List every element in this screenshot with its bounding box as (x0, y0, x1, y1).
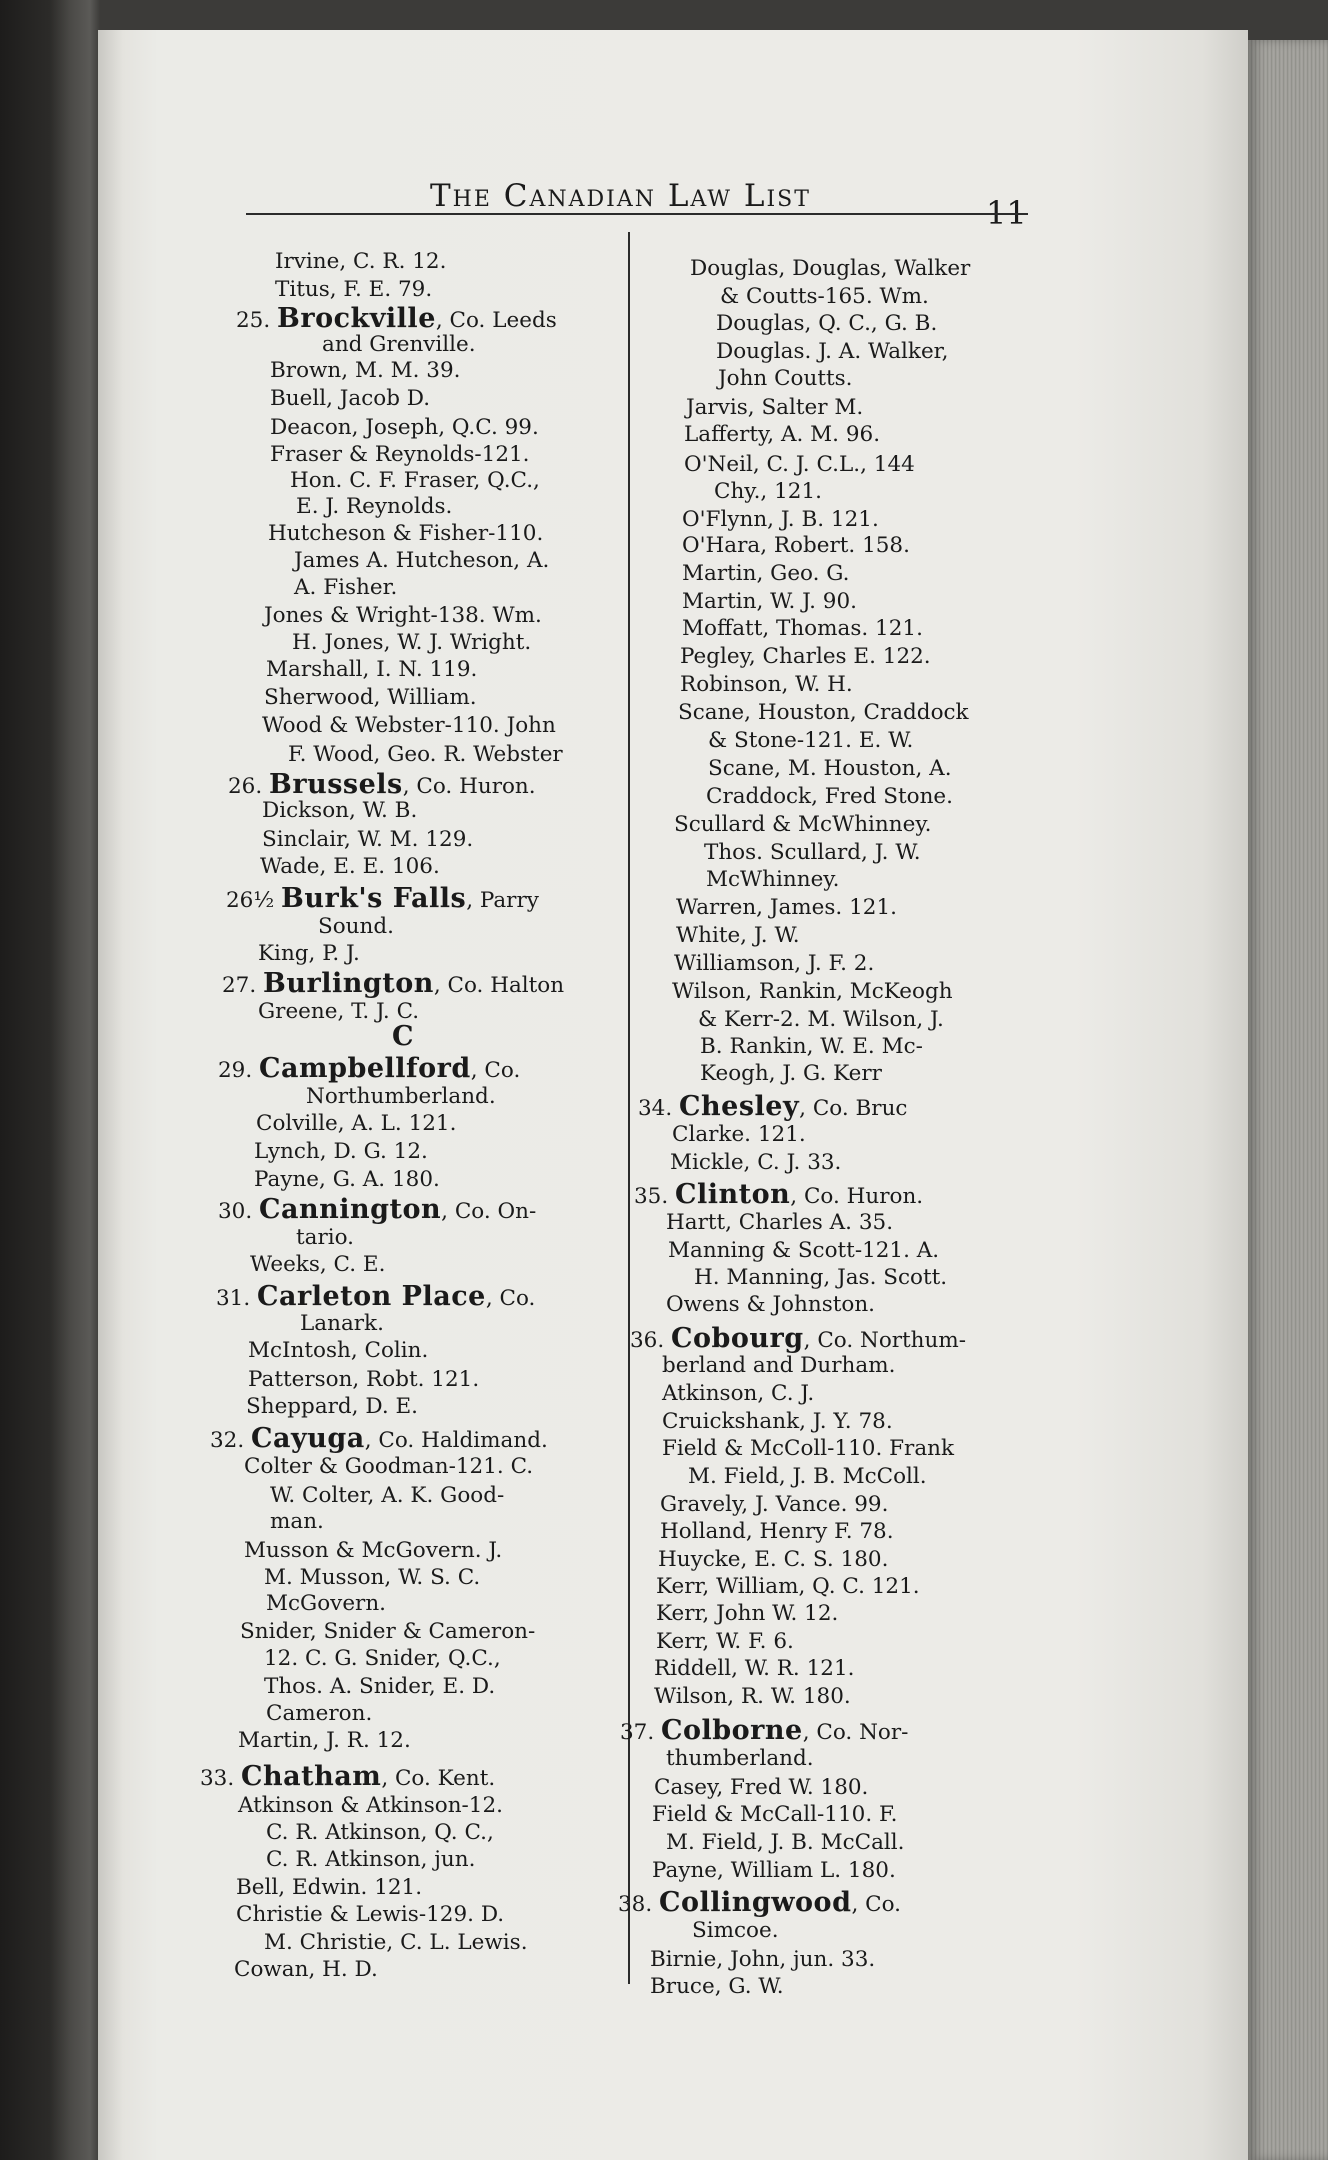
town-name: Burlington (263, 968, 434, 999)
entry-line: Lynch, D. G. 12. (254, 1139, 428, 1164)
entry-line: Colville, A. L. 121. (256, 1111, 457, 1136)
entry-line: C. R. Atkinson, Q. C., (266, 1820, 494, 1845)
entry-line: Northumberland. (306, 1084, 496, 1109)
entry-line: Weeks, C. E. (250, 1252, 386, 1277)
entry-line: berland and Durham. (662, 1353, 896, 1378)
entry-line: B. Rankin, W. E. Mc- (700, 1034, 923, 1059)
entry-line: McIntosh, Colin. (248, 1338, 429, 1363)
entry-line: Christie & Lewis-129. D. (236, 1902, 505, 1927)
entry-line: 26. Brussels, Co. Huron. (228, 769, 536, 800)
entry-line: 37. Colborne, Co. Nor- (620, 1715, 909, 1746)
entry-line: 26½ Burk's Falls, Parry (226, 883, 539, 914)
entry-line: 36. Cobourg, Co. Northum- (630, 1323, 967, 1354)
entry-line: White, J. W. (676, 923, 800, 948)
entry-line: Scullard & McWhinney. (674, 812, 932, 837)
entry-line: F. Wood, Geo. R. Webster (288, 742, 563, 767)
entry-line: 35. Clinton, Co. Huron. (634, 1179, 924, 1210)
entry-line: Riddell, W. R. 121. (654, 1656, 855, 1681)
town-name: Brussels (269, 769, 403, 800)
town-name: Chesley (679, 1091, 800, 1122)
entry-line: Greene, T. J. C. (258, 999, 420, 1024)
entry-line: Williamson, J. F. 2. (674, 951, 875, 976)
entry-line: 12. C. G. Snider, Q.C., (264, 1646, 501, 1671)
entry-line: Birnie, John, jun. 33. (650, 1947, 876, 1972)
entry-line: Gravely, J. Vance. 99. (660, 1492, 889, 1517)
entry-line: E. J. Reynolds. (296, 494, 453, 519)
entry-line: 29. Campbellford, Co. (218, 1053, 521, 1084)
entry-line: M. Field, J. B. McColl. (688, 1464, 927, 1489)
entry-line: Atkinson & Atkinson-12. (238, 1793, 503, 1818)
entry-line: Brown, M. M. 39. (270, 358, 461, 383)
town-name: Chatham (241, 1761, 382, 1792)
entry-line: Field & McCall-110. F. (652, 1802, 898, 1827)
entry-line: H. Manning, Jas. Scott. (694, 1265, 948, 1290)
entry-line: Keogh, J. G. Kerr (700, 1061, 882, 1086)
entry-line: & Kerr-2. M. Wilson, J. (698, 1007, 944, 1032)
page-number: 11 (986, 194, 1027, 232)
town-name: Brockville (277, 303, 436, 334)
town-name: Carleton Place (257, 1281, 486, 1312)
entry-line: Simcoe. (692, 1918, 779, 1943)
entry-line: Lanark. (300, 1311, 384, 1336)
town-name: Cannington (259, 1194, 442, 1225)
entry-line: W. Colter, A. K. Good- (270, 1483, 505, 1508)
entry-line: & Stone-121. E. W. (708, 728, 914, 753)
entry-line: Patterson, Robt. 121. (248, 1367, 480, 1392)
entry-line: 31. Carleton Place, Co. (216, 1281, 536, 1312)
entry-line: Sound. (318, 914, 394, 939)
entry-line: Wilson, Rankin, McKeogh (672, 979, 953, 1004)
entry-line: James A. Hutcheson, A. (294, 548, 550, 573)
entry-line: Douglas, Q. C., G. B. (716, 311, 938, 336)
section-letter: C (392, 1021, 414, 1052)
entry-line: Cruickshank, J. Y. 78. (662, 1409, 893, 1434)
entry-line: M. Field, J. B. McCall. (666, 1830, 905, 1855)
entry-line: Kerr, W. F. 6. (656, 1629, 794, 1654)
entry-line: Douglas, Douglas, Walker (690, 256, 971, 281)
entry-line: Bell, Edwin. 121. (236, 1875, 423, 1900)
entry-line: King, P. J. (258, 941, 360, 966)
entry-line: Pegley, Charles E. 122. (680, 644, 931, 669)
entry-line: Moffatt, Thomas. 121. (682, 616, 923, 641)
entry-line: Scane, Houston, Craddock (678, 700, 969, 725)
entry-line: Payne, G. A. 180. (254, 1167, 440, 1192)
town-name: Campbellford (259, 1053, 471, 1084)
entry-line: Scane, M. Houston, A. (708, 756, 952, 781)
entry-line: Payne, William L. 180. (652, 1858, 896, 1883)
entry-line: Marshall, I. N. 119. (266, 657, 478, 682)
entry-line: Manning & Scott-121. A. (668, 1238, 940, 1263)
entry-line: Kerr, John W. 12. (656, 1601, 839, 1626)
entry-line: Clarke. 121. (672, 1122, 806, 1147)
entry-line: and Grenville. (322, 332, 476, 357)
entry-line: O'Neil, C. J. C.L., 144 (684, 452, 915, 477)
entry-line: Wood & Webster-110. John (262, 713, 556, 738)
running-header: The Canadian Law List (430, 178, 811, 214)
entry-line: McGovern. (266, 1591, 387, 1616)
entry-line: Wade, E. E. 106. (260, 854, 440, 879)
entry-line: Martin, Geo. G. (682, 561, 850, 586)
entry-line: Sherwood, William. (264, 685, 477, 710)
entry-line: thumberland. (666, 1746, 814, 1771)
entry-line: Atkinson, C. J. (662, 1381, 815, 1406)
entry-line: Craddock, Fred Stone. (706, 784, 953, 809)
town-name: Clinton (675, 1179, 791, 1210)
entry-line: Douglas. J. A. Walker, (716, 339, 949, 364)
entry-line: Robinson, W. H. (680, 672, 853, 697)
entry-line: Cameron. (266, 1701, 373, 1726)
entry-line: Deacon, Joseph, Q.C. 99. (270, 415, 539, 440)
town-name: Collingwood (659, 1887, 852, 1918)
entry-line: Dickson, W. B. (262, 798, 418, 823)
entry-line: H. Jones, W. J. Wright. (292, 630, 532, 655)
town-name: Colborne (661, 1715, 803, 1746)
entry-line: Thos. Scullard, J. W. (704, 840, 921, 865)
entry-line: 30. Cannington, Co. On- (218, 1194, 537, 1225)
entry-line: Kerr, William, Q. C. 121. (656, 1574, 920, 1599)
entry-line: C. R. Atkinson, jun. (266, 1847, 476, 1872)
entry-line: Sheppard, D. E. (246, 1394, 419, 1419)
entry-line: Hartt, Charles A. 35. (666, 1210, 894, 1235)
entry-line: Jones & Wright-138. Wm. (264, 603, 542, 628)
entry-line: Hon. C. F. Fraser, Q.C., (290, 468, 540, 493)
entry-line: Owens & Johnston. (666, 1292, 875, 1317)
entry-line: Mickle, C. J. 33. (670, 1150, 842, 1175)
entry-line: A. Fisher. (294, 575, 398, 600)
town-name: Cobourg (671, 1323, 804, 1354)
page-fore-edge (1248, 40, 1328, 2160)
entry-line: 34. Chesley, Co. Bruc (638, 1091, 908, 1122)
entry-line: Huycke, E. C. S. 180. (658, 1547, 889, 1572)
entry-line: tario. (296, 1225, 355, 1250)
entry-line: Hutcheson & Fisher-110. (268, 521, 544, 546)
entry-line: Buell, Jacob D. (270, 386, 431, 411)
entry-line: Colter & Goodman-121. C. (244, 1454, 534, 1479)
entry-line: M. Christie, C. L. Lewis. (264, 1930, 528, 1955)
entry-line: Lafferty, A. M. 96. (684, 422, 881, 447)
entry-line: John Coutts. (718, 366, 853, 391)
entry-line: Martin, J. R. 12. (238, 1728, 411, 1753)
entry-line: 27. Burlington, Co. Halton (222, 968, 565, 999)
entry-line: 33. Chatham, Co. Kent. (200, 1761, 496, 1792)
town-name: Cayuga (251, 1423, 365, 1454)
entry-line: O'Hara, Robert. 158. (682, 533, 910, 558)
entry-line: Chy., 121. (714, 479, 822, 504)
entry-line: Holland, Henry F. 78. (660, 1519, 894, 1544)
entry-line: Bruce, G. W. (650, 1974, 784, 1999)
entry-line: Titus, F. E. 79. (275, 277, 433, 302)
entry-line: man. (270, 1509, 324, 1534)
entry-line: Irvine, C. R. 12. (275, 249, 447, 274)
entry-line: Martin, W. J. 90. (682, 589, 857, 614)
entry-line: M. Musson, W. S. C. (264, 1565, 481, 1590)
town-name: Burk's Falls (281, 883, 467, 914)
entry-line: O'Flynn, J. B. 121. (682, 507, 879, 532)
entry-line: 32. Cayuga, Co. Haldimand. (210, 1423, 548, 1454)
entry-line: Jarvis, Salter M. (686, 395, 864, 420)
entry-line: Field & McColl-110. Frank (662, 1436, 955, 1461)
entry-line: Warren, James. 121. (676, 895, 897, 920)
entry-line: 38. Collingwood, Co. (618, 1887, 901, 1918)
entry-line: Wilson, R. W. 180. (654, 1684, 851, 1709)
entry-line: Snider, Snider & Cameron- (240, 1619, 536, 1644)
entry-line: Fraser & Reynolds-121. (270, 442, 530, 467)
entry-line: Cowan, H. D. (234, 1957, 378, 1982)
entry-line: Sinclair, W. M. 129. (262, 827, 474, 852)
entry-line: & Coutts-165. Wm. (720, 284, 929, 309)
entry-line: McWhinney. (706, 867, 840, 892)
entry-line: Thos. A. Snider, E. D. (264, 1674, 496, 1699)
entry-line: 25. Brockville, Co. Leeds (236, 303, 557, 334)
entry-line: Casey, Fred W. 180. (654, 1775, 869, 1800)
entry-line: Musson & McGovern. J. (244, 1538, 503, 1563)
